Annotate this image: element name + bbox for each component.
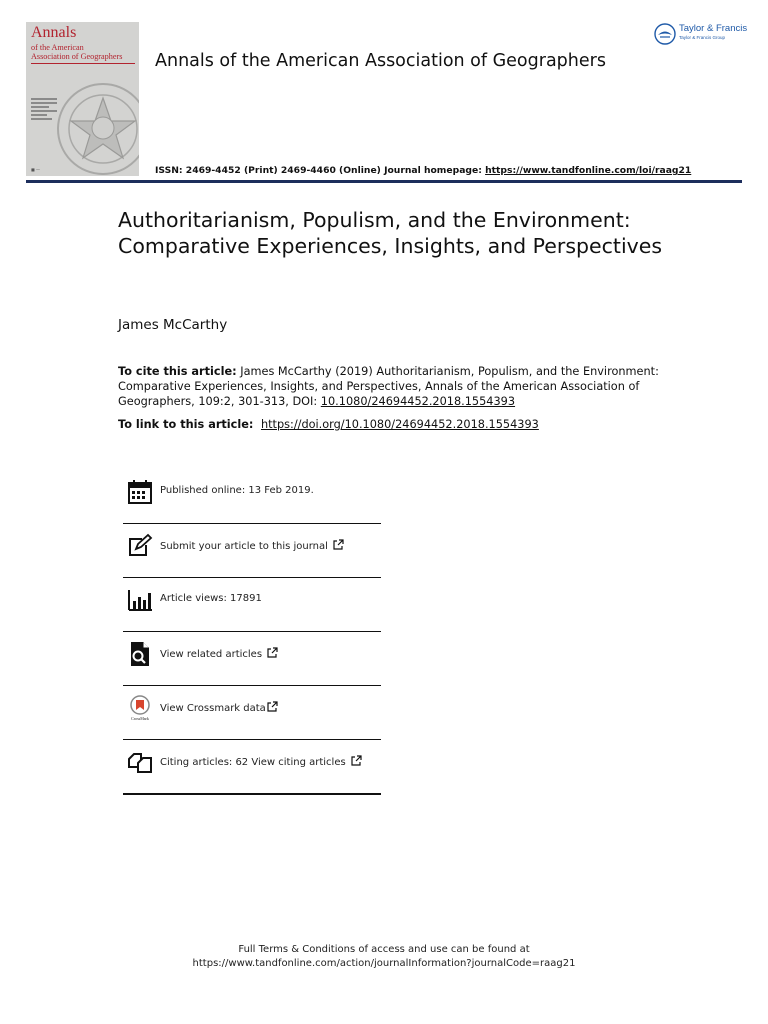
header-divider xyxy=(26,180,742,183)
article-link-line xyxy=(118,418,539,431)
submit-article-label: Submit your article to this journal xyxy=(160,541,328,552)
citation-label: To cite this article: xyxy=(118,365,237,378)
submit-article-link[interactable] xyxy=(160,539,344,552)
taylor-francis-logo-icon xyxy=(654,23,676,45)
search-document-icon xyxy=(127,641,153,667)
cover-seal-emblem xyxy=(56,82,139,176)
published-online-text: Published online: 13 Feb 2019. xyxy=(160,485,314,496)
related-articles-link[interactable] xyxy=(160,647,278,660)
calendar-icon xyxy=(127,479,153,505)
citation-text: James McCarthy (2019) Authoritarianism, Populism, and the Environment: Comparative Experiences, Insights, and Perspectives, Annals of the American Association of Geographers, 109:2, 301-313, DOI: xyxy=(118,365,659,408)
crossmark-icon xyxy=(127,695,153,721)
crossmark-row[interactable] xyxy=(123,686,381,740)
journal-name: Annals of the American Association of Geographers xyxy=(155,51,606,71)
bar-chart-icon xyxy=(127,587,153,613)
article-info-list xyxy=(123,470,381,795)
external-link-icon xyxy=(333,539,344,550)
cover-title: Annals xyxy=(31,24,77,41)
publisher-logo[interactable] xyxy=(654,21,750,47)
article-title: Authoritarianism, Populism, and the Environment: Comparative Experiences, Insights, and Perspectives xyxy=(118,208,663,258)
article-author: James McCarthy xyxy=(118,317,228,333)
submit-article-row[interactable] xyxy=(123,524,381,578)
citing-icon xyxy=(127,749,153,775)
published-online-row xyxy=(123,470,381,524)
article-link-label: To link to this article: xyxy=(118,418,258,431)
publisher-name: Taylor & Francis xyxy=(679,23,748,34)
journal-homepage-link[interactable]: https://www.tandfonline.com/loi/raag21 xyxy=(485,165,692,176)
crossmark-label: View Crossmark data xyxy=(160,703,266,714)
cover-rule xyxy=(31,63,135,64)
crossmark-link[interactable] xyxy=(160,701,278,714)
cover-text-lines xyxy=(31,98,57,122)
external-link-icon xyxy=(267,647,278,658)
citing-articles-label: Citing articles: 62 View citing articles xyxy=(160,757,346,768)
terms-footer-url[interactable]: https://www.tandfonline.com/action/journalInformation?journalCode=raag21 xyxy=(192,958,576,969)
cover-publisher-mark: ■ — xyxy=(31,167,41,172)
edit-icon xyxy=(127,533,153,559)
terms-footer-line1: Full Terms & Conditions of access and use can be found at xyxy=(238,944,530,955)
journal-cover-image xyxy=(26,22,139,176)
related-articles-label: View related articles xyxy=(160,649,263,660)
article-views-row xyxy=(123,578,381,632)
doi-link[interactable]: 10.1080/24694452.2018.1554393 xyxy=(320,395,516,408)
publisher-group: Taylor & Francis Group xyxy=(679,35,726,40)
issn-text: ISSN: 2469-4452 (Print) 2469-4460 (Online) Journal homepage: xyxy=(155,165,486,176)
related-articles-row[interactable] xyxy=(123,632,381,686)
crossmark-icon-label: CrossMark xyxy=(131,716,149,721)
cover-subtitle-line1: of the American xyxy=(31,43,84,52)
external-link-icon xyxy=(267,701,278,712)
external-link-icon xyxy=(351,755,362,766)
citing-articles-row[interactable] xyxy=(123,740,381,795)
cover-subtitle xyxy=(31,43,139,61)
terms-footer xyxy=(0,943,768,971)
article-views-text: Article views: 17891 xyxy=(160,593,262,604)
citing-articles-link[interactable] xyxy=(160,755,362,768)
citation-block xyxy=(118,364,666,409)
issn-line xyxy=(155,165,691,176)
cover-subtitle-line2: Association of Geographers xyxy=(31,52,123,61)
article-doi-url-link[interactable]: https://doi.org/10.1080/24694452.2018.1554393 xyxy=(260,418,539,431)
